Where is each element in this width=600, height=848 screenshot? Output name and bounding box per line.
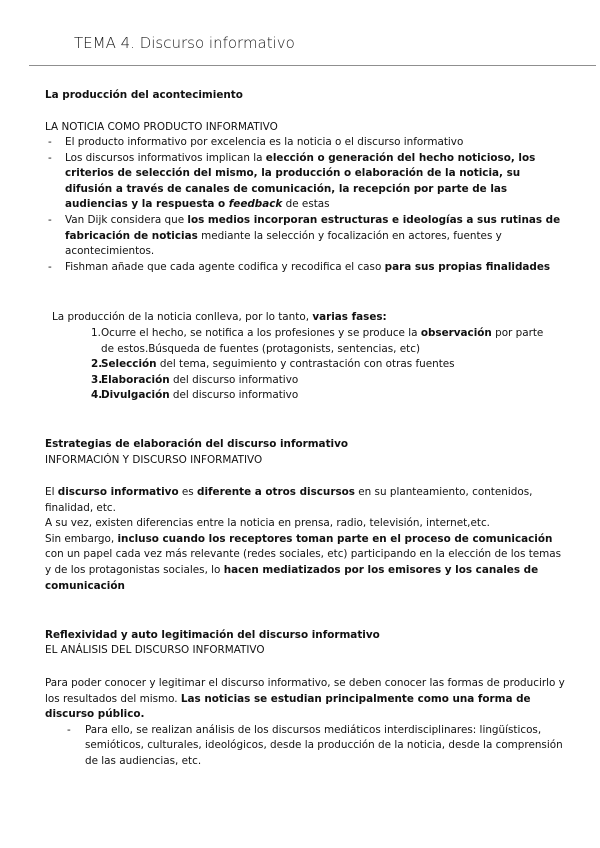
list-item: - El producto informativo por excelencia es la noticia o el discurso informativo bbox=[45, 135, 565, 151]
bullet-list bbox=[45, 135, 565, 275]
paragraph: Para poder conocer y legitimar el discurso informativo, se deben conocer las formas de producirlo y los resultados del mismo. Las noticias se estudian principalmente como una forma de discurso público. - Para ello, se realizan análisis de los discursos mediáticos interdisciplinares: lingüísticos, semióticos, culturales, ideológicos, desde la producción de la noticia, desde la comprensión de las audiencias, etc. bbox=[45, 676, 565, 770]
section-heading: Estrategias de elaboración del discurso informativo bbox=[45, 438, 349, 450]
paragraph: El discurso informativo es diferente a otros discursos en su planteamiento, contenidos, finalidad, etc. A su vez, existen diferencias entre la noticia en prensa, radio, televisión, internet,etc. Sin embargo, incluso cuando los receptores toman parte en el proceso de comunicación con un papel cada vez más relevante (redes sociales, etc) participando en la elección de los temas y de los protagonistas sociales, lo hacen mediatizados por los emisores y los canales de comunicación bbox=[45, 486, 562, 592]
list-item: - Van Dijk considera que los medios incorporan estructuras e ideologías a sus rutinas de fabricación de noticias mediante la selección y focalización en actores, fuentes y acontecimientos. bbox=[45, 213, 565, 260]
list-item: 1. Ocurre el hecho, se notifica a los profesiones y se produce la observación por parte de estos.Búsqueda de fuentes (protagonists, sentencias, etc) bbox=[91, 327, 544, 355]
section-subheading: INFORMACIÓN Y DISCURSO INFORMATIVO bbox=[45, 454, 263, 466]
list-item: - Fishman añade que cada agente codifica y recodifica el caso para sus propias finalidades bbox=[45, 260, 565, 276]
phases-intro: La producción de la noticia conlleva, por lo tanto, varias fases: bbox=[52, 311, 387, 323]
header-divider bbox=[29, 65, 596, 66]
section-heading: Reflexividad y auto legitimación del discurso informativo bbox=[45, 629, 380, 641]
phases-list bbox=[45, 326, 545, 404]
list-item: 3. Elaboración del discurso informativo bbox=[91, 373, 299, 386]
list-item: - Los discursos informativos implican la elección o generación del hecho noticioso, los criterios de selección del mismo, la producción o elaboración de la noticia, su difusión a través de canales de comunicación, la recepción por parte de las audiencias y la respuesta o feedback de estas bbox=[45, 151, 565, 213]
page-title: TEMA 4. Discurso informativo bbox=[74, 34, 295, 52]
list-item: - Para ello, se realizan análisis de los discursos mediáticos interdisciplinares: lingüísticos, semióticos, culturales, ideológicos, desde la producción de la noticia, desde la comprensión de las audiencias, etc. bbox=[43, 723, 565, 770]
list-item: 2. Selección del tema, seguimiento y contrastación con otras fuentes bbox=[91, 358, 455, 371]
list-item: 4. Divulgación del discurso informativo bbox=[91, 389, 299, 402]
section-subheading: LA NOTICIA COMO PRODUCTO INFORMATIVO bbox=[45, 121, 278, 133]
section-heading: La producción del acontecimiento bbox=[45, 89, 243, 101]
section-subheading: EL ANÁLISIS DEL DISCURSO INFORMATIVO bbox=[45, 644, 265, 656]
